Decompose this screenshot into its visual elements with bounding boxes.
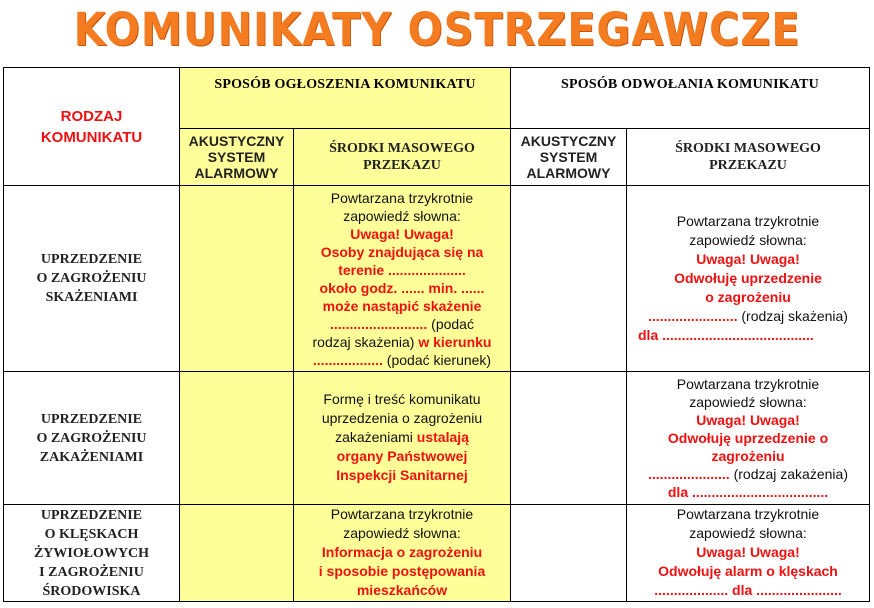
text-line: Uwaga! Uwaga! <box>696 544 800 560</box>
text-line: Powtarzana trzykrotnie <box>676 376 820 392</box>
row-label-line: O KLĘSKACH <box>44 526 139 542</box>
cell-akustyczny-cancel-kleski <box>511 505 627 602</box>
text-line: zapowiedź słowna: <box>689 232 807 248</box>
cell-akustyczny-cancel-skazenia <box>511 186 627 372</box>
row-label-zakazenia <box>4 372 180 505</box>
text-line: dla ....................................... <box>638 327 814 343</box>
header-akustyczny-line1: AKUSTYCZNY <box>188 133 285 149</box>
header-akustyczny-line3: ALARMOWY <box>526 165 611 181</box>
text-line: mieszkańców <box>356 582 448 598</box>
text-line: Formę i treść komunikatu <box>323 391 481 407</box>
text-line: Powtarzana trzykrotnie <box>676 213 820 229</box>
header-rodzaj-line1: RODZAJ <box>60 107 123 125</box>
header-akustyczny-line1: AKUSTYCZNY <box>520 133 617 149</box>
cell-akustyczny-announce-kleski <box>180 505 294 602</box>
text-fragment: (rodzaj zakażenia) <box>729 466 848 482</box>
text-line: zapowiedź słowna: <box>689 525 807 541</box>
text-line: około godz. ...... min. ...... <box>319 279 485 296</box>
row-label-line: ŻYWIOŁOWYCH <box>33 545 150 561</box>
text-fragment: ......................... <box>330 315 428 332</box>
text-line: terenie .................... <box>338 261 466 278</box>
text-line: zapowiedź słowna: <box>343 207 461 224</box>
header-srodki-line2: PRZEKAZU <box>709 158 787 173</box>
text-line: Uwaga! Uwaga! <box>350 225 454 242</box>
row-label-line: UPRZEDZENIE <box>40 252 143 267</box>
text-line: Uwaga! Uwaga! <box>696 412 800 428</box>
header-akustyczny-cancel <box>511 129 627 186</box>
text-fragment: rodzaj skażenia) <box>312 333 415 350</box>
cell-cancel-skazenia <box>627 186 870 372</box>
row-label-line: SKAŻENIAMI <box>45 290 138 305</box>
text-line: Powtarzana trzykrotnie <box>676 506 820 522</box>
row-label-line: O ZAGROŻENIU <box>36 430 147 446</box>
row-label-line: ŚRODOWISKA <box>42 583 141 599</box>
text-line: Odwołuję uprzedzenie o <box>667 430 829 446</box>
text-fragment: (podać <box>427 315 474 332</box>
cell-announce-zakazenia <box>294 372 511 505</box>
header-akustyczny-line2: SYSTEM <box>539 149 598 165</box>
row-label-skazenia <box>4 186 180 372</box>
text-fragment: w kierunku <box>414 333 492 350</box>
text-fragment: .................. <box>312 351 383 368</box>
page-title: KOMUNIKATY OSTRZEGAWCZE <box>73 3 801 56</box>
header-srodki-line1: ŚRODKI MASOWEGO <box>329 141 475 156</box>
text-line: Uwaga! Uwaga! <box>696 251 800 267</box>
text-line: zapowiedź słowna: <box>689 394 807 410</box>
text-line: Odwołuję uprzedzenie <box>674 270 822 286</box>
header-srodki-cancel <box>627 129 870 186</box>
cell-cancel-zakazenia <box>627 372 870 505</box>
row-label-line: UPRZEDZENIE <box>40 411 143 427</box>
text-fragment: (podać kierunek) <box>382 351 492 368</box>
text-line: zapowiedź słowna: <box>343 525 461 541</box>
row-label-line: O ZAGROŻENIU <box>36 271 147 286</box>
header-ogloszenia: SPOSÓB OGŁOSZENIA KOMUNIKATU <box>180 68 511 129</box>
cell-akustyczny-cancel-zakazenia <box>511 372 627 505</box>
header-srodki-announce <box>294 129 511 186</box>
header-odwolania: SPOSÓB ODWOŁANIA KOMUNIKATU <box>511 68 870 129</box>
header-akustyczny-line3: ALARMOWY <box>194 165 279 181</box>
text-line: Odwołuję alarm o klęskach <box>658 563 838 579</box>
warning-messages-table <box>3 67 870 602</box>
text-fragment: ..................... <box>648 466 730 482</box>
text-line: o zagrożeniu <box>705 289 791 305</box>
row-label-line: UPRZEDZENIE <box>40 507 143 523</box>
row-label-line: I ZAGROŻENIU <box>39 564 144 580</box>
cell-akustyczny-announce-skazenia <box>180 186 294 372</box>
text-fragment: ustalają <box>416 429 469 445</box>
header-akustyczny-announce <box>180 129 294 186</box>
header-rodzaj-cell <box>4 68 180 186</box>
text-line: zagrożeniu <box>711 448 785 464</box>
text-line: Powtarzana trzykrotnie <box>330 506 474 522</box>
text-line: może nastąpić skażenie <box>322 297 482 314</box>
header-srodki-line1: ŚRODKI MASOWEGO <box>675 141 821 156</box>
cell-akustyczny-announce-zakazenia <box>180 372 294 505</box>
header-akustyczny-line2: SYSTEM <box>207 149 266 165</box>
text-fragment: zakażeniami <box>335 429 417 445</box>
cell-announce-skazenia <box>294 186 511 372</box>
text-line: Informacja o zagrożeniu <box>321 544 483 560</box>
text-line: Powtarzana trzykrotnie <box>330 189 474 206</box>
row-label-kleski <box>4 505 180 602</box>
cell-cancel-kleski <box>627 505 870 602</box>
cell-announce-kleski <box>294 505 511 602</box>
text-fragment: ....................... <box>648 308 738 324</box>
text-line: i sposobie postępowania <box>318 563 486 579</box>
text-line: dla ................................... <box>667 484 829 500</box>
text-line: ................... dla ...................... <box>654 582 842 598</box>
text-line: Osoby znajdująca się na <box>320 243 484 260</box>
text-fragment: (rodzaj skażenia) <box>737 308 848 324</box>
text-line: uprzedzenia o zagrożeniu <box>321 410 483 426</box>
text-line: organy Państwowej <box>336 448 468 464</box>
header-rodzaj-line2: KOMUNIKATU <box>40 128 143 146</box>
header-srodki-line2: PRZEKAZU <box>363 158 441 173</box>
row-label-line: ZAKAŻENIAMI <box>39 449 144 465</box>
text-line: Inspekcji Sanitarnej <box>336 467 468 483</box>
